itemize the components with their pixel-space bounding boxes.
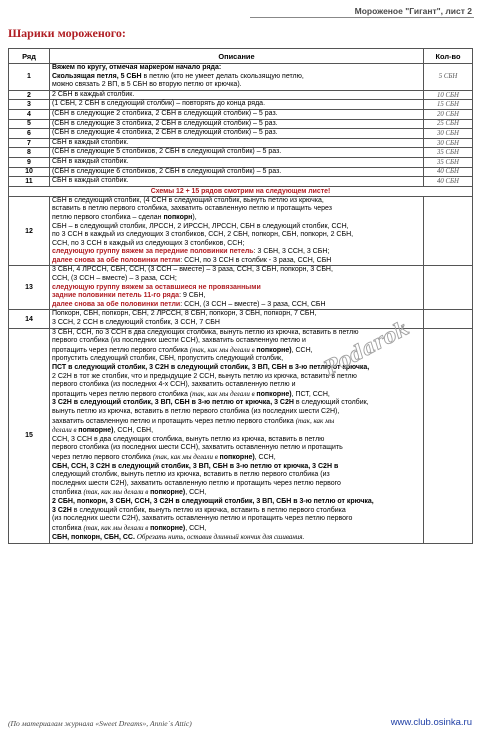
text-segment: следующий столбик, вынуть петлю из крючка, вставить в петлю первого столбика (из (52, 471, 330, 479)
row-description (50, 119, 424, 129)
row-quantity: 35 СБН (424, 148, 473, 158)
text-segment: ССН, (3 ССН – вместе) – 3 раза, ССН; (52, 275, 177, 283)
description-line (52, 471, 421, 480)
text-segment: столбика (52, 524, 84, 532)
table-note-row (9, 186, 473, 196)
text-segment: в следующий столбик, (293, 399, 369, 407)
description-line (52, 148, 421, 157)
text-segment: 2 С2Н в тот же столбик, что и предыдущие 2 ССН, вынуть петлю из крючка, вставить в петлю (52, 372, 357, 380)
description-line (52, 444, 421, 453)
text-segment: 3 СБН, ССН, по 3 ССН в два следующих столбика, вынуть петлю из крючка, вставить в петлю (52, 328, 359, 336)
text-segment: (СБН в следующие 3 столбика, 2 СБН в следующий столбик) – 5 раз. (52, 119, 278, 127)
description-line (52, 284, 421, 293)
description-line (52, 257, 421, 266)
description-line (52, 240, 421, 249)
row-description (50, 177, 424, 187)
text-segment: (так, как мы делали в (152, 452, 220, 461)
description-line (52, 214, 421, 223)
row-number: 7 (9, 138, 50, 148)
text-segment: , ССН, СБН, (113, 427, 154, 435)
row-number: 9 (9, 157, 50, 167)
text-segment: (1 СБН, 2 СБН в следующий столбик) – повторять до конца ряда. (52, 100, 266, 108)
table-row (9, 129, 473, 139)
description-line (52, 81, 421, 90)
header-divider (250, 17, 474, 18)
table-row (9, 100, 473, 110)
text-segment: ССН, 3 ССН в два следующих столбика, вынуть петлю из крючка, вставить в петлю (52, 435, 325, 443)
text-segment: далее снова за обе половинки петли (52, 256, 181, 264)
row-number: 6 (9, 129, 50, 139)
description-line (52, 91, 421, 100)
text-segment: в следующий столбик, вынуть петлю из крючка, вставить в петлю первого столбика (71, 506, 346, 514)
description-line (52, 524, 421, 534)
text-segment: 3 ССН, 2 ССН в следующий столбик, 3 ССН, 7 СБН (52, 319, 220, 327)
row-quantity: 20 СБН (424, 109, 473, 119)
column-header-row: Ряд (9, 49, 50, 64)
text-segment: ПСТ в следующий столбик, 3 С2Н в следующий столбик, 3 ВП, СБН в 3-ю петлю от крючка, (52, 364, 370, 371)
description-line (52, 417, 421, 427)
row-description (50, 266, 424, 310)
description-line (52, 275, 421, 284)
text-segment: (так, как мы делали в (189, 345, 257, 354)
table-row (9, 177, 473, 187)
description-line (52, 364, 421, 373)
text-segment: Обрезать нить, оставив длинный кончик для сшивания. (136, 533, 305, 542)
row-number: 10 (9, 167, 50, 177)
text-segment: 3 С2Н в следующий столбик, 3 ВП, СБН в 3-ю петлю от крючка, 3 С2Н (52, 399, 294, 407)
description-line (52, 507, 421, 516)
description-line (52, 110, 421, 119)
text-segment: делали в (52, 426, 79, 435)
description-line (52, 381, 421, 390)
pattern-rows (9, 64, 473, 544)
description-line (52, 205, 421, 214)
description-line (52, 139, 421, 148)
row-quantity: 30 СБН (424, 129, 473, 139)
text-segment: (так, как мы делали в (83, 523, 151, 532)
next-sheet-note: Схемы 12 + 15 рядов смотрим на следующем листе! (9, 186, 473, 196)
text-segment: 2 СБН, попкорн, 3 СБН, ССН, 3 С2Н в следующий столбик, 3 ВП, СБН в 3-ю петлю от крючка, (52, 497, 374, 505)
text-segment: по 3 ССН в каждый из следующих 3 столбиков, ССН, 2 СБН, попкорн, СБН, попкорн, 2 СБН, (52, 231, 354, 239)
table-row (9, 196, 473, 266)
page-title: Шарики мороженого: (8, 26, 126, 40)
text-segment: попкорне) (256, 390, 292, 398)
table-row (9, 64, 473, 91)
row-quantity (424, 196, 473, 266)
text-segment: : 9 СБН, (179, 292, 206, 300)
text-segment: в петлю (кто не умеет делать скользящую петлю, (141, 72, 304, 80)
description-line (52, 515, 421, 524)
description-line (52, 64, 421, 73)
row-description (50, 100, 424, 110)
description-line (52, 120, 421, 129)
text-segment: СБН, попкорн, СБН, СС. (52, 534, 137, 542)
text-segment: вставить в петлю первого столбика, захватить оставленную петлю и протащить через (52, 205, 332, 213)
text-segment: захватить оставленную петлю и протащить через петлю первого столбика (52, 417, 296, 425)
description-line (52, 408, 421, 417)
row-number: 13 (9, 266, 50, 310)
text-segment: через петлю первого столбика (52, 453, 153, 461)
text-segment: петлю первого столбика – сделан (52, 213, 164, 221)
description-line (52, 390, 421, 400)
description-line (52, 301, 421, 310)
text-segment: первого столбика (из последних шести ССН), захватить оставленную петлю и протащить (52, 444, 343, 452)
text-segment: (так, как мы делали в (83, 488, 151, 497)
text-segment: попкорн (163, 213, 193, 221)
row-number: 1 (9, 64, 50, 91)
text-segment: СБН в следующий столбик, (4 ССН в следующий столбик, вынуть петлю из крючка, (52, 196, 324, 204)
description-line (52, 498, 421, 507)
row-quantity: 40 СБН (424, 177, 473, 187)
text-segment: , ССН, (185, 524, 207, 532)
row-quantity: 15 СБН (424, 100, 473, 110)
row-quantity (424, 328, 473, 543)
text-segment: : ССН, (3 ССН – вместе) – 3 раза, ССН, СБН (180, 300, 326, 308)
table-header-row (9, 49, 473, 64)
column-header-quantity: Кол-во (424, 49, 473, 64)
text-segment: СБН в каждый столбик. (52, 177, 129, 185)
table-row (9, 157, 473, 167)
description-line (52, 292, 421, 301)
row-quantity (424, 266, 473, 310)
text-segment: , ССН, (185, 489, 207, 497)
text-segment: (СБН в следующие 5 столбиков, 2 СБН в следующий столбик) – 5 раз. (52, 148, 282, 156)
column-header-description: Описание (50, 49, 424, 64)
description-line (52, 488, 421, 498)
text-segment: Вяжем по кругу, отмечая маркером начало ряда: (52, 64, 222, 71)
text-segment: 3 С2Н (52, 506, 72, 514)
text-segment: первого столбика (из последних шести ССН), захватить оставленную петлю и (52, 337, 306, 345)
text-segment: первого столбика (из последних 4-х ССН), захватить оставленную петлю и (52, 381, 296, 389)
text-segment: 3 СБН, 4 ЛРССН, СБН, ССН, (3 ССН – вместе) – 3 раза, ССН, 3 СБН, попкорн, 3 СБН, (52, 266, 333, 274)
table-row (9, 328, 473, 543)
row-number: 2 (9, 90, 50, 100)
text-segment: попкорне) (150, 524, 186, 532)
text-segment: следующую группу вяжем за передние половинки петель (52, 248, 254, 256)
text-segment: ), (192, 213, 197, 221)
row-description (50, 196, 424, 266)
description-line (52, 177, 421, 186)
sheet-header: Мороженое "Гигант", лист 2 (354, 6, 472, 16)
podarok-watermark: Podarok (319, 315, 413, 381)
row-quantity: 40 СБН (424, 167, 473, 177)
table-row (9, 266, 473, 310)
text-segment: Попкорн, СБН, попкорн, СБН, 2 ЛРССН, 8 СБН, попкорн, 3 СБН, попкорн, 7 СБН, (52, 310, 317, 318)
row-quantity: 30 СБН (424, 138, 473, 148)
text-segment: , ССН, (254, 453, 276, 461)
row-description (50, 167, 424, 177)
description-line (52, 231, 421, 240)
site-link[interactable]: www.club.osinka.ru (390, 717, 472, 728)
text-segment: попкорне) (78, 427, 114, 435)
row-description (50, 157, 424, 167)
row-description (50, 64, 424, 91)
text-segment: протащить через петлю первого столбика (52, 346, 190, 354)
table-row (9, 167, 473, 177)
description-line (52, 480, 421, 489)
table-row (9, 148, 473, 158)
description-line (52, 373, 421, 382)
text-segment: можно связать 2 ВП, в 5 СБН во вторую петлю от крючка). (52, 81, 242, 89)
text-segment: (так, как мы делали в (189, 389, 257, 398)
description-line (52, 129, 421, 138)
description-line (52, 248, 421, 257)
row-description (50, 310, 424, 328)
row-description (50, 148, 424, 158)
table-row (9, 109, 473, 119)
text-segment: (так, как мы (295, 416, 335, 425)
text-segment: Скользящая петля, 5 СБН (52, 72, 142, 80)
row-quantity: 25 СБН (424, 119, 473, 129)
text-segment: : ССН, по 3 ССН в столбик - 3 раза, ССН, СБН (180, 256, 332, 264)
text-segment: (СБН в следующие 6 столбиков, 2 СБН в следующий столбик) – 5 раз. (52, 167, 282, 175)
description-line (52, 310, 421, 319)
row-quantity: 10 СБН (424, 90, 473, 100)
text-segment: попкорне) (256, 346, 292, 354)
text-segment: (из последних шести С2Н), захватить оставленную петлю и протащить через петлю первого (52, 515, 353, 523)
description-line (52, 266, 421, 275)
row-number: 14 (9, 310, 50, 328)
text-segment: СБН, ССН, 3 С2Н в следующий столбик, 3 ВП, СБН в 3-ю петлю от крючка, 3 С2Н в (52, 462, 339, 470)
text-segment: СБН – в следующий столбик, ЛРССН, 2 ИРССН, ЛРССН, СБН в следующий столбик, ССН, (52, 222, 349, 230)
table-row (9, 138, 473, 148)
row-number: 8 (9, 148, 50, 158)
text-segment: , ССН, (291, 346, 313, 354)
pattern-table (8, 48, 473, 544)
text-segment: (СБН в следующие 2 столбика, 2 СБН в следующий столбик) – 5 раз. (52, 109, 278, 117)
text-segment: попкорне) (150, 489, 186, 497)
description-line (52, 100, 421, 109)
row-quantity (424, 310, 473, 328)
description-line (52, 399, 421, 408)
text-segment: СБН в каждый столбик. (52, 157, 129, 165)
text-segment: СБН в каждый столбик. (52, 138, 129, 146)
row-quantity: 5 СБН (424, 64, 473, 91)
text-segment: вынуть петлю из крючка, вставить в петлю первого столбика (из последних шести С2Н), (52, 407, 340, 415)
text-segment: 2 СБН в каждый столбик. (52, 90, 135, 98)
row-number: 5 (9, 119, 50, 129)
table-row (9, 119, 473, 129)
description-line (52, 533, 421, 543)
description-line (52, 426, 421, 436)
table-row (9, 90, 473, 100)
text-segment: протащить через петлю первого столбика (52, 390, 190, 398)
text-segment: далее снова за обе половинки петли (52, 300, 181, 308)
row-description (50, 109, 424, 119)
description-line (52, 158, 421, 167)
text-segment: , ПСТ, ССН, (291, 390, 330, 398)
description-line (52, 453, 421, 463)
source-credit: (По материалам журнала «Sweet Dreams», Annie`s Attic) (8, 719, 192, 728)
description-line (52, 319, 421, 328)
text-segment: (СБН в следующие 4 столбика, 2 СБН в следующий столбик) – 5 раз. (52, 129, 278, 137)
row-quantity: 35 СБН (424, 157, 473, 167)
text-segment: ССН, по 3 ССН в каждый из следующих 3 столбиков, ССН; (52, 239, 245, 247)
row-number: 11 (9, 177, 50, 187)
row-description (50, 90, 424, 100)
row-number: 3 (9, 100, 50, 110)
description-line (52, 73, 421, 82)
row-number: 15 (9, 328, 50, 543)
text-segment: : 3 СБН, 3 ССН, 3 СБН; (253, 248, 330, 256)
text-segment: пропустить следующий столбик, СБН, пропустить следующий столбик, (52, 355, 284, 363)
description-line (52, 463, 421, 472)
text-segment: столбика (52, 489, 84, 497)
text-segment: задние половинки петель 11-го ряда (52, 292, 180, 300)
text-segment: попкорне) (219, 453, 255, 461)
description-line (52, 223, 421, 232)
description-line (52, 168, 421, 177)
row-number: 4 (9, 109, 50, 119)
row-description (50, 129, 424, 139)
row-description (50, 138, 424, 148)
text-segment: последних шести С2Н), захватить оставленную петлю и протащить через петлю первого (52, 479, 341, 487)
text-segment: следующую группу вяжем за оставшиеся не провязанными (52, 283, 261, 291)
row-number: 12 (9, 196, 50, 266)
